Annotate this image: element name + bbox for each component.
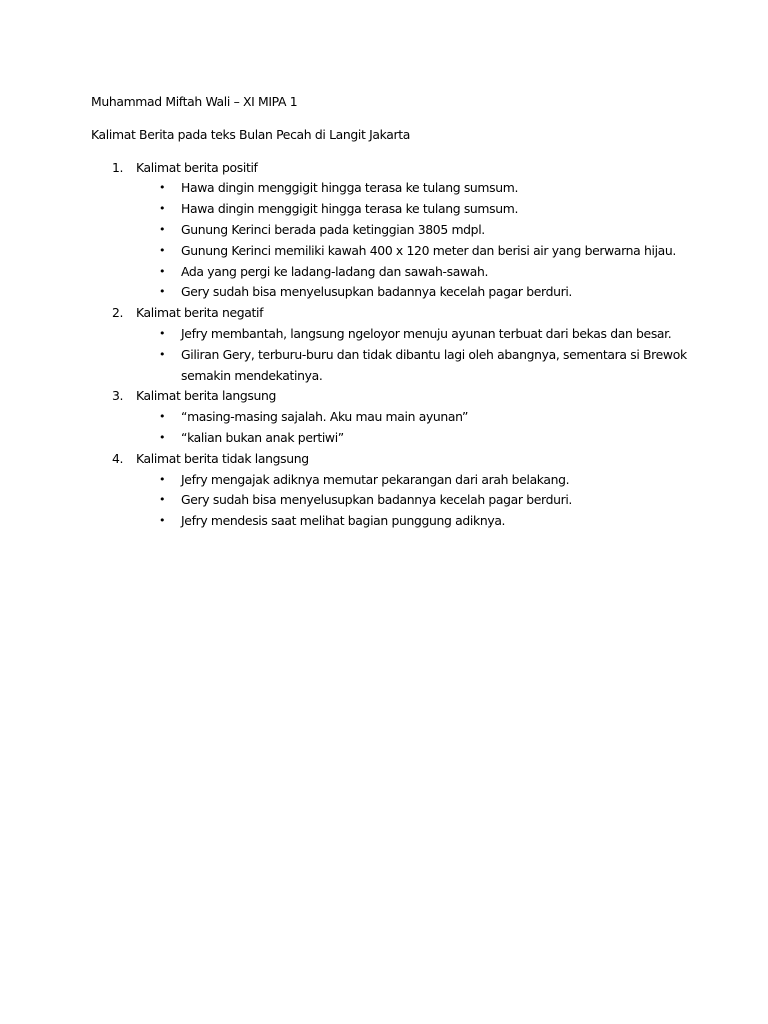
bullet-icon: • [159, 493, 166, 507]
bullet-list [136, 407, 691, 449]
section-negative [91, 303, 691, 386]
bullet-text: “kalian bukan anak pertiwi” [181, 429, 344, 445]
bullet-item [136, 178, 691, 199]
bullet-item [136, 199, 691, 220]
section-number: 4. [112, 450, 124, 466]
bullet-list [136, 324, 691, 386]
bullet-icon: • [159, 410, 166, 424]
bullet-text: Jefry mengajak adiknya memutar pekarangan dari arah belakang. [181, 471, 570, 487]
section-indirect [91, 449, 691, 532]
bullet-icon: • [159, 347, 166, 361]
bullet-icon: • [159, 514, 166, 528]
bullet-list [136, 178, 691, 303]
bullet-icon: • [159, 222, 166, 236]
bullet-text: Ada yang pergi ke ladang-ladang dan sawah-sawah. [181, 263, 489, 279]
document-content [91, 92, 691, 532]
bullet-text: Hawa dingin menggigit hingga terasa ke tulang sumsum. [181, 180, 519, 196]
sections-list [91, 158, 691, 532]
bullet-icon: • [159, 202, 166, 216]
bullet-text: Giliran Gery, terburu-buru dan tidak dibantu lagi oleh abangnya, sementara si Brewok semakin mendekatinya. [181, 346, 687, 383]
bullet-item [136, 262, 691, 283]
bullet-item [136, 282, 691, 303]
section-heading: Kalimat berita langsung [136, 388, 276, 404]
section-positive [91, 158, 691, 304]
author-line: Muhammad Miftah Wali – XI MIPA 1 [91, 94, 298, 109]
bullet-icon: • [159, 326, 166, 340]
bullet-item [136, 241, 691, 262]
bullet-icon: • [159, 285, 166, 299]
bullet-icon: • [159, 243, 166, 257]
bullet-item [136, 490, 691, 511]
bullet-text: Jefry mendesis saat melihat bagian punggung adiknya. [181, 513, 506, 529]
bullet-item [136, 324, 691, 345]
section-heading: Kalimat berita tidak langsung [136, 450, 309, 466]
bullet-icon: • [159, 181, 166, 195]
bullet-text: Gunung Kerinci memiliki kawah 400 x 120 meter dan berisi air yang berwarna hijau. [181, 242, 677, 258]
bullet-text: “masing-masing sajalah. Aku mau main ayunan” [181, 409, 469, 425]
bullet-text: Gery sudah bisa menyelusupkan badannya kecelah pagar berduri. [181, 492, 573, 508]
section-number: 2. [112, 305, 124, 321]
bullet-icon: • [159, 264, 166, 278]
bullet-item [136, 428, 691, 449]
bullet-text: Hawa dingin menggigit hingga terasa ke tulang sumsum. [181, 201, 519, 217]
bullet-text: Jefry membantah, langsung ngeloyor menuju ayunan terbuat dari bekas dan besar. [181, 325, 672, 341]
bullet-item [136, 470, 691, 491]
bullet-text: Gunung Kerinci berada pada ketinggian 3805 mdpl. [181, 221, 485, 237]
bullet-text: Gery sudah bisa menyelusupkan badannya kecelah pagar berduri. [181, 284, 573, 300]
section-number: 1. [112, 159, 124, 175]
section-heading: Kalimat berita positif [136, 159, 258, 175]
bullet-icon: • [159, 430, 166, 444]
bullet-item [136, 220, 691, 241]
section-heading: Kalimat berita negatif [136, 305, 264, 321]
bullet-item [136, 511, 691, 532]
section-number: 3. [112, 388, 124, 404]
section-direct [91, 386, 691, 448]
bullet-item [136, 407, 691, 428]
bullet-list [136, 470, 691, 532]
bullet-icon: • [159, 472, 166, 486]
document-title: Kalimat Berita pada teks Bulan Pecah di Langit Jakarta [91, 126, 410, 142]
bullet-item [136, 345, 691, 387]
